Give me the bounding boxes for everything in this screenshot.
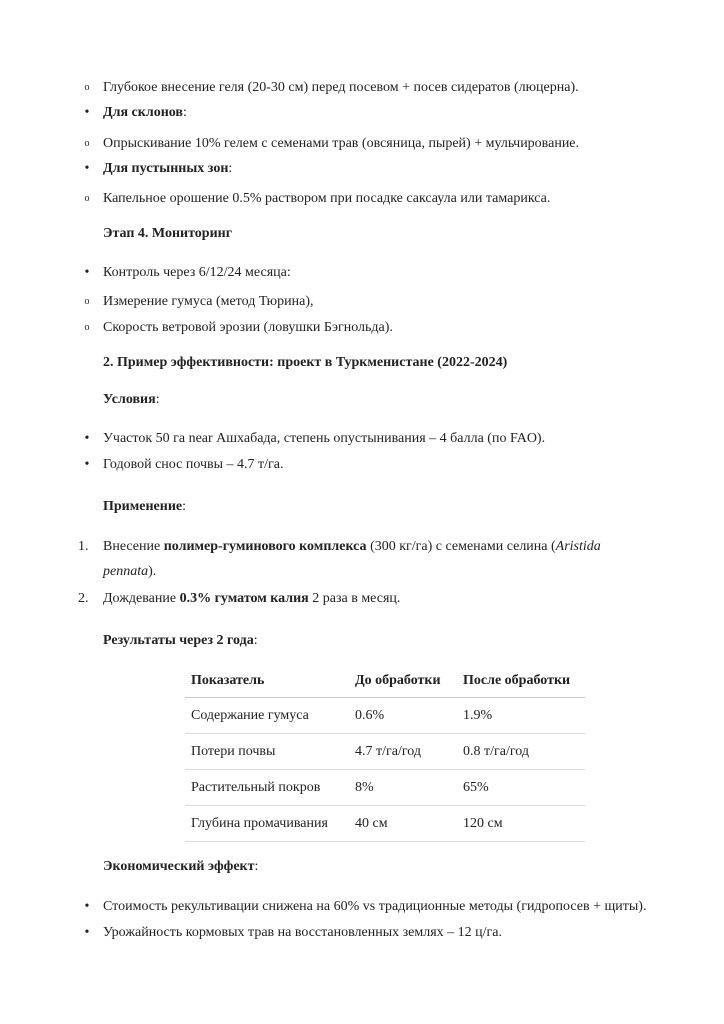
table-row [185,770,585,806]
table-cell: 0.8 т/га/год [457,734,585,770]
bullet-icon: • [84,457,90,472]
table-cell: 1.9% [457,698,585,734]
bullet-icon: • [84,265,90,280]
table-cell: Глубина промачивания [185,806,349,842]
bullet-icon: • [84,105,90,120]
list-item-text: Скорость ветровой эрозии (ловушки Бэгнольда). [103,320,393,335]
table-row [185,698,585,734]
circle-bullet-icon: o [84,296,90,307]
table-header-row [185,664,585,698]
list-item-text: Глубокое внесение геля (20-30 см) перед посевом + посев сидератов (люцерна). [103,80,579,95]
table-row [185,806,585,842]
list-item-text: Опрыскивание 10% гелем с семенами трав (овсяница, пырей) + мульчирование. [103,136,580,151]
bullet-icon: • [84,161,90,176]
circle-bullet-icon: o [84,138,90,149]
list-number: 2. [78,591,89,606]
table-cell: 4.7 т/га/год [349,734,457,770]
subheading-desert: Для пустынных зон [103,161,229,176]
list-item-text: Контроль через 6/12/24 месяца: [103,265,291,280]
list-item-text: Стоимость рекультивации снижена на 60% vs традиционные методы (гидропосев + щиты). [103,899,647,914]
column-header: Показатель [185,664,349,698]
list-item-text: Капельное орошение 0.5% раствором при посадке саксаула или тамарикса. [103,191,551,206]
bullet-icon: • [84,431,90,446]
column-header: После обработки [457,664,585,698]
circle-bullet-icon: o [84,193,90,204]
table-cell: Потери почвы [185,734,349,770]
table-cell: Содержание гумуса [185,698,349,734]
bullet-icon: • [84,925,90,940]
document-page: o Глубокое внесение геля (20-30 см) перед посевом + посев сидератов (люцерна). • Для склонов: o Опрыскивание 10% гелем с семенами трав (овсяница, пырей) + мульчирование. • Для пустынных зон: o Капельное орошение 0.5% раствором при посадке саксаула или тамарикса. Этап 4. Мониторинг • Контроль через 6/12/24 месяца: o Измерение гумуса (метод Тюрина), o Скорость ветровой эрозии (ловушки Бэгнольда). 2. Пример эффективности: проект в Туркменистане (2022-2024) Условия: • Участок 50 га near Ашхабада, степень опустынивания – 4 балла (по FAO). • Годовой снос почвы – 4.7 т/га. Применение: 1. Внесение полимер-гуминового комплекса (300 кг/га) с семенами селина (Aristida pennata). 2. Дождевание 0.3% гуматом калия 2 раза в месяц. Результаты через 2 года: Показатель До обработки После обработки Содержание гумуса 0.6% 1.9% Потери почвы 4.7 т/га/год 0.8 т/га/год Растительный покров 8% 65% Глубина промачивания 40 см 120 см Экономический эффект: • Стоимость рекультивации снижена на 60% vs традиционные методы (гидропосев + щиты). • Урожайность кормовых трав на восстановленных землях – 12 ц/га. [78,80,647,940]
circle-bullet-icon: o [84,322,90,333]
table-cell: 0.6% [349,698,457,734]
table-cell: Растительный покров [185,770,349,806]
list-item-text: Участок 50 га near Ашхабада, степень опустынивания – 4 балла (по FAO). [103,431,546,446]
list-item-text: Урожайность кормовых трав на восстановленных землях – 12 ц/га. [103,925,503,940]
results-table [185,664,585,842]
list-item-text: Годовой снос почвы – 4.7 т/га. [103,457,284,472]
bullet-icon: • [84,899,90,914]
column-header: До обработки [349,664,457,698]
subheading-slopes: Для склонов [103,105,183,120]
table-cell: 8% [349,770,457,806]
list-item-text: Измерение гумуса (метод Тюрина), [103,294,314,309]
table-cell: 40 см [349,806,457,842]
table-cell: 120 см [457,806,585,842]
table-row [185,734,585,770]
table-cell: 65% [457,770,585,806]
circle-bullet-icon: o [84,82,90,93]
list-number: 1. [78,539,89,554]
